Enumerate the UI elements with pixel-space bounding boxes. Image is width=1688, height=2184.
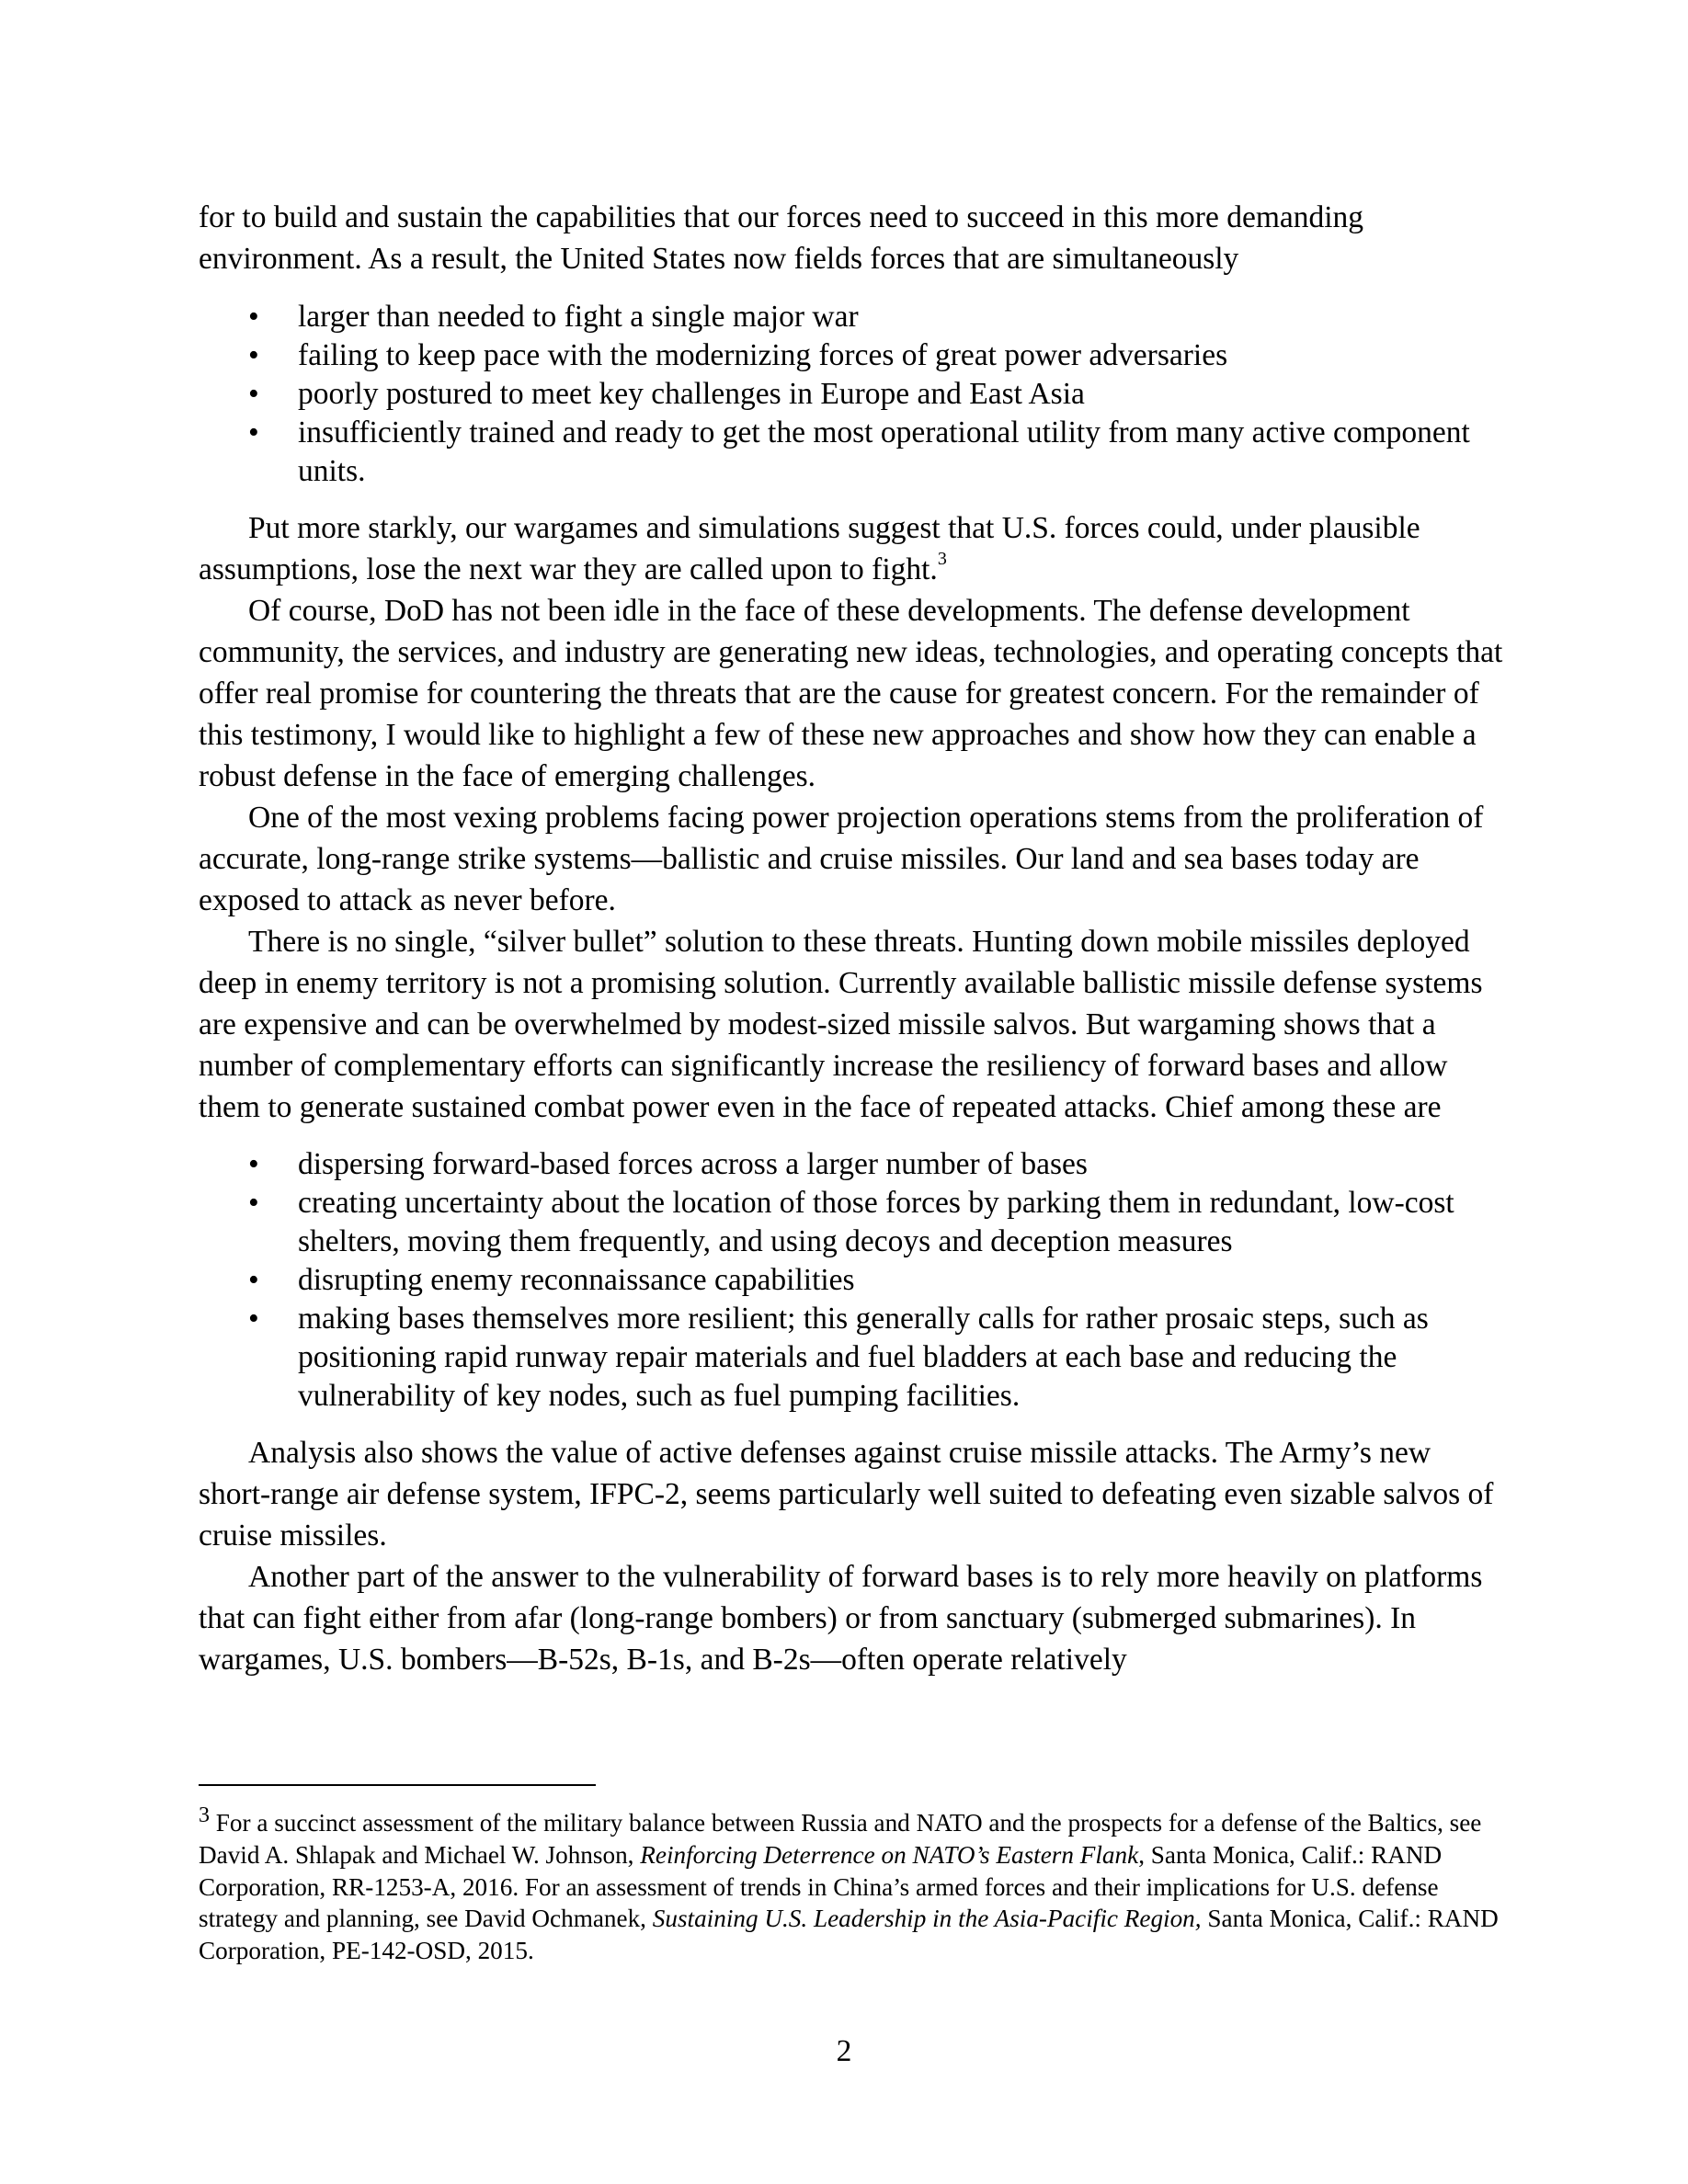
footnote-cited-title: Sustaining U.S. Leadership in the Asia-Pacific Region,: [652, 1905, 1202, 1933]
paragraph-vexing: One of the most vexing problems facing power projection operations stems from the proliferation of accurate, long-range strike systems—ballistic and cruise missiles. Our land and sea bases today are exposed to attack as never before.: [199, 801, 1484, 917]
list-item-text: insufficiently trained and ready to get the most operational utility from many active component units.: [298, 415, 1470, 488]
paragraph-starkly-text: Put more starkly, our wargames and simulations suggest that U.S. forces could, under plausible assumptions, lose the next war they are called upon to fight.: [199, 511, 1420, 586]
bullet-icon: •: [248, 1302, 259, 1336]
bullet-icon: •: [248, 377, 259, 411]
list-item-text: dispersing forward-based forces across a larger number of bases: [298, 1147, 1088, 1181]
list-item: [248, 298, 1504, 336]
list-item-text: disrupting enemy reconnaissance capabilities: [298, 1263, 855, 1297]
footnote-cited-title: Reinforcing Deterrence on NATO’s Eastern Flank: [640, 1840, 1139, 1869]
list-item-text: making bases themselves more resilient; this generally calls for rather prosaic steps, such as positioning rapid runway repair materials and fuel bladders at each base and reducing the vulnerability of key nodes, such as fuel pumping facilities.: [298, 1302, 1429, 1413]
list-item: [248, 414, 1504, 491]
list-item: [248, 1261, 1504, 1300]
list-item: [248, 1145, 1504, 1184]
footnote: [199, 1803, 1504, 1967]
footnote-text-part: , Santa Monica, Calif.: RAND Corporation, RR-1253-A, 2016. For an assessment of trends in China’s armed forces and their implications for U.S. defense strategy and planning, see David Ochmanek,: [199, 1840, 1443, 1933]
bullet-list-forces: [199, 298, 1504, 491]
footnote-divider: [199, 1784, 596, 1786]
list-item: [248, 1184, 1504, 1261]
list-item-text: poorly postured to meet key challenges in Europe and East Asia: [298, 377, 1085, 411]
bullet-icon: •: [248, 1186, 259, 1220]
footnote-text-part: Santa Monica, Calif.: RAND Corporation, PE-142-OSD, 2015.: [199, 1905, 1499, 1965]
body-text: [199, 197, 1504, 1680]
bullet-icon: •: [248, 1263, 259, 1297]
list-item: [248, 1300, 1504, 1416]
list-item: [248, 336, 1504, 375]
footnote-marker: 3: [199, 1803, 210, 1827]
paragraph-starkly: [199, 507, 1504, 590]
paragraph-course: Of course, DoD has not been idle in the face of these developments. The defense development community, the services, and industry are generating new ideas, technologies, and operating concepts that offer real promise for countering the threats that are the cause for greatest concern. For the remainder of this testimony, I would like to highlight a few of these new approaches and show how they can enable a robust defense in the face of emerging challenges.: [199, 594, 1503, 793]
bullet-list-bases: [199, 1145, 1504, 1416]
list-item-text: larger than needed to fight a single major war: [298, 300, 859, 334]
bullet-icon: •: [248, 1147, 259, 1181]
paragraph-silver-bullet: There is no single, “silver bullet” solution to these threats. Hunting down mobile missiles deployed deep in enemy territory is not a promising solution. Currently available ballistic missile defense systems are expensive and can be overwhelmed by modest-sized missile salvos. But wargaming shows that a number of complementary efforts can significantly increase the resiliency of forward bases and allow them to generate sustained combat power even in the face of repeated attacks. Chief among these are: [199, 925, 1483, 1124]
page-number: 2: [836, 2034, 852, 2068]
list-item-text: failing to keep pace with the modernizing forces of great power adversaries: [298, 338, 1228, 372]
paragraph-another: Another part of the answer to the vulnerability of forward bases is to rely more heavily on platforms that can fight either from afar (long-range bombers) or from sanctuary (submerged submarines). In wargames, U.S. bombers—B-52s, B-1s, and B-2s—often operate relatively: [199, 1560, 1483, 1677]
bullet-icon: •: [248, 300, 259, 334]
paragraph-analysis: Analysis also shows the value of active defenses against cruise missile attacks. The Army’s new short-range air defense system, IFPC-2, seems particularly well suited to defeating even sizable salvos of cruise missiles.: [199, 1436, 1494, 1553]
footnote-reference[interactable]: 3: [937, 548, 947, 569]
bullet-icon: •: [248, 338, 259, 372]
paragraph-intro: for to build and sustain the capabilities that our forces need to succeed in this more demanding environment. As a result, the United States now fields forces that are simultaneously: [199, 200, 1364, 276]
list-item-text: creating uncertainty about the location of those forces by parking them in redundant, low-cost shelters, moving them frequently, and using decoys and deception measures: [298, 1186, 1454, 1258]
footnote-text-part: For a succinct assessment of the military balance between Russia and NATO and the prospects for a defense of the Baltics, see David A. Shlapak and Michael W. Johnson,: [199, 1809, 1482, 1869]
list-item: [248, 375, 1504, 414]
bullet-icon: •: [248, 415, 259, 449]
